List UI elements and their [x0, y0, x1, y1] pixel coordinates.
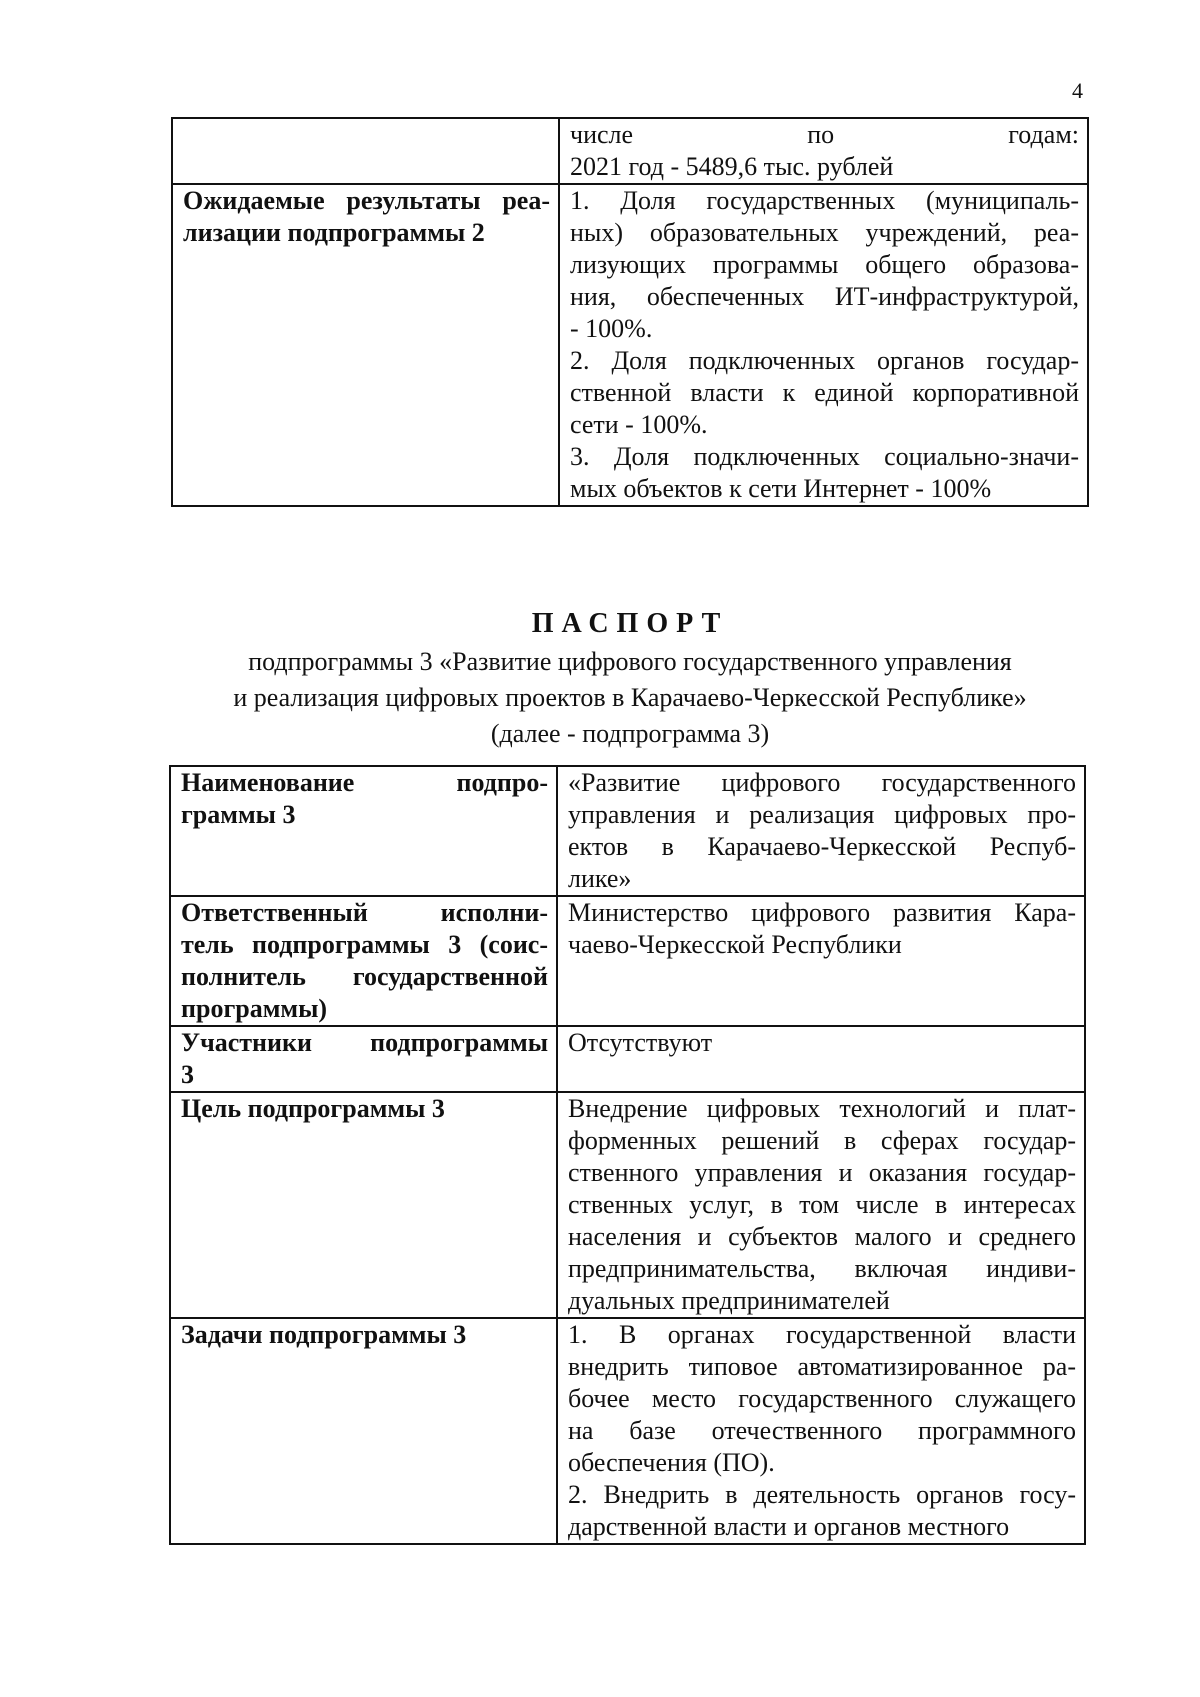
passport-table-value-line: обеспечения (ПО).	[568, 1448, 775, 1477]
top-table-row	[172, 118, 1088, 184]
subtitle-line: (далее - подпрограмма 3)	[490, 719, 770, 748]
passport-table-label-line: тель подпрограммы 3 (соис-	[181, 930, 548, 959]
passport-table-value-line: внедрить типовое автоматизированное ра-	[568, 1352, 1076, 1381]
passport-title: ПАСПОРТ	[531, 608, 729, 639]
passport-table-value-cell	[557, 766, 1085, 896]
top-table-value-line: 2021 год - 5489,6 тыс. рублей	[570, 152, 894, 181]
passport-table-value-line: предпринимательства, включая индиви-	[568, 1254, 1076, 1283]
top-table-label-cell	[172, 118, 559, 184]
passport-table-label-line: полнитель государственной	[181, 962, 548, 991]
top-table-value-cell	[559, 184, 1088, 506]
top-table-value-line: 1. Доля государственных (муниципаль-	[570, 186, 1079, 215]
passport-table-label-line: Участники подпрограммы	[181, 1028, 548, 1057]
passport-table-label-line: граммы 3	[181, 800, 296, 829]
passport-table-row	[170, 896, 1085, 1026]
passport-table-value-line: на базе отечественного программного	[568, 1416, 1076, 1445]
passport-table-value-line: управления и реализация цифровых про-	[568, 800, 1076, 829]
passport-table-value-line: ектов в Карачаево-Черкесской Респуб-	[568, 832, 1076, 861]
subtitle-line: подпрограммы 3 «Развитие цифрового государственного управления	[248, 647, 1012, 676]
passport-table-value-line: чаево-Черкесской Республики	[568, 930, 902, 959]
top-table-label-line: лизации подпрограммы 2	[183, 218, 485, 247]
passport-table-row	[170, 1318, 1085, 1544]
top-table	[171, 117, 1089, 507]
passport-table-value-line: дарственной власти и органов местного	[568, 1512, 1010, 1541]
passport-table-label-line: 3	[181, 1060, 194, 1089]
passport-table-value-line: ственных услуг, в том числе в интересах	[568, 1190, 1076, 1219]
passport-table-value-line: бочее место государственного служащего	[568, 1384, 1076, 1413]
passport-subtitle	[0, 644, 1200, 752]
passport-table-label-line: Цель подпрограммы 3	[181, 1094, 445, 1123]
top-table-value-line: мых объектов к сети Интернет - 100%	[570, 474, 992, 503]
passport-table-value-line: Отсутствуют	[568, 1028, 713, 1057]
top-table-value-line: 3. Доля подключенных социально-значи-	[570, 442, 1079, 471]
passport-table-row	[170, 1026, 1085, 1092]
passport-table-body	[170, 766, 1085, 1544]
passport-table-value-line: Внедрение цифровых технологий и плат-	[568, 1094, 1076, 1123]
top-table-value-line: 2. Доля подключенных органов государ-	[570, 346, 1079, 375]
passport-table-row	[170, 766, 1085, 896]
top-table-value-line: числе по годам:	[570, 120, 1079, 149]
passport-table-label-line: Задачи подпрограммы 3	[181, 1320, 467, 1349]
passport-table-value-line: дуальных предпринимателей	[568, 1286, 890, 1315]
top-table-value-line: ственной власти к единой корпоративной	[570, 378, 1079, 407]
passport-table	[169, 765, 1086, 1545]
top-table-value-line: ния, обеспеченных ИТ-инфраструктурой,	[570, 282, 1079, 311]
passport-table-value-line: форменных решений в сферах государ-	[568, 1126, 1076, 1155]
passport-table-value-cell	[557, 1092, 1085, 1318]
top-table-value-line: сети - 100%.	[570, 410, 708, 439]
passport-table-label-cell	[170, 766, 557, 896]
passport-table-row	[170, 1092, 1085, 1318]
passport-table-value-cell	[557, 1318, 1085, 1544]
top-table-label-line: Ожидаемые результаты реа-	[183, 186, 550, 215]
top-table-body	[172, 118, 1088, 506]
top-table-value-cell	[559, 118, 1088, 184]
passport-table-value-cell	[557, 896, 1085, 1026]
passport-table-label-cell	[170, 896, 557, 1026]
top-table-row	[172, 184, 1088, 506]
passport-table-value-line: лике»	[568, 864, 632, 893]
passport-table-label-line: программы)	[181, 994, 328, 1023]
passport-table-label-line: Ответственный исполни-	[181, 898, 548, 927]
subtitle-line: и реализация цифровых проектов в Карачаево-Черкесской Республике»	[233, 683, 1027, 712]
passport-table-value-line: «Развитие цифрового государственного	[568, 768, 1076, 797]
passport-table-value-line: 2. Внедрить в деятельность органов госу-	[568, 1480, 1076, 1509]
top-table-label-cell	[172, 184, 559, 506]
top-table-value-line: лизующих программы общего образова-	[570, 250, 1079, 279]
passport-table-value-line: 1. В органах государственной власти	[568, 1320, 1076, 1349]
top-table-value-line: ных) образовательных учреждений, реа-	[570, 218, 1079, 247]
passport-table-label-cell	[170, 1026, 557, 1092]
passport-table-label-line: Наименование подпро-	[181, 768, 548, 797]
passport-table-value-line: ственного управления и оказания государ-	[568, 1158, 1076, 1187]
passport-table-value-line: Министерство цифрового развития Кара-	[568, 898, 1076, 927]
page-number: 4	[1072, 78, 1083, 103]
passport-table-value-cell	[557, 1026, 1085, 1092]
top-table-value-line: - 100%.	[570, 314, 653, 343]
passport-table-label-cell	[170, 1318, 557, 1544]
passport-table-label-cell	[170, 1092, 557, 1318]
passport-table-value-line: населения и субъектов малого и среднего	[568, 1222, 1076, 1251]
